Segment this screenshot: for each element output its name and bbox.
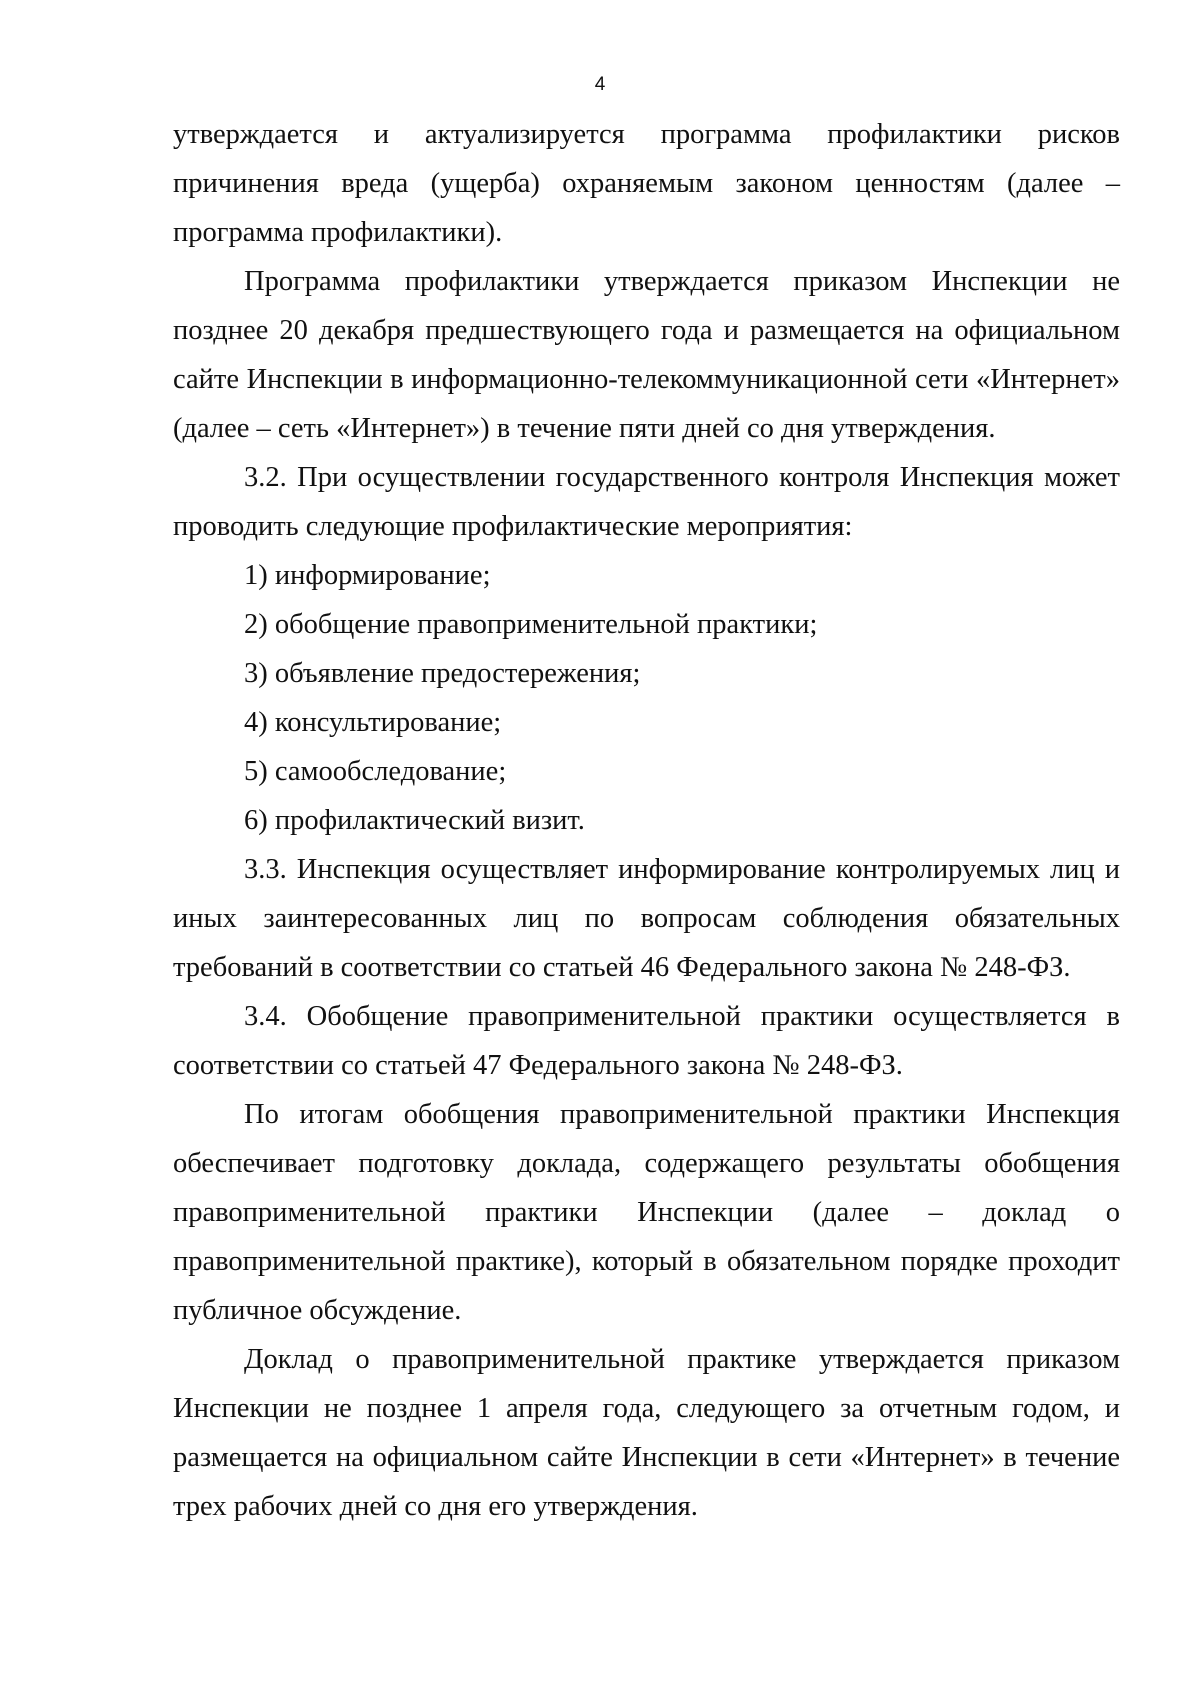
paragraph-3-3: 3.3. Инспекция осуществляет информирование контролируемых лиц и иных заинтересованных лиц по вопросам соблюдения обязательных требований в соответствии со статьей 46 Федерального закона № 248-ФЗ. [173,854,1120,983]
document-body [173,110,1120,1531]
list-item: 5) самообследование; [244,756,507,787]
paragraph-program-approval: Программа профилактики утверждается приказом Инспекции не позднее 20 декабря предшествующего года и размещается на официальном сайте Инспекции в информационно-телекоммуникационной сети «Интернет» (далее – сеть «Интернет») в течение пяти дней со дня утверждения. [173,266,1120,444]
paragraph-3-2: 3.2. При осуществлении государственного контроля Инспекция может проводить следующие профилактические мероприятия: [173,462,1120,542]
page-number: 4 [594,74,606,95]
list-item: 2) обобщение правоприменительной практики; [244,609,818,640]
list-item: 1) информирование; [244,560,491,591]
paragraph-continuation: утверждается и актуализируется программа профилактики рисков причинения вреда (ущерба) охраняемым законом ценностям (далее – программа профилактики). [173,119,1120,248]
list-item: 6) профилактический визит. [244,805,585,836]
paragraph-report-preparation: По итогам обобщения правоприменительной практики Инспекция обеспечивает подготовку доклада, содержащего результаты обобщения правоприменительной практики Инспекции (далее – доклад о правоприменительной практике), который в обязательном порядке проходит публичное обсуждение. [173,1099,1120,1326]
paragraph-report-approval: Доклад о правоприменительной практике утверждается приказом Инспекции не позднее 1 апреля года, следующего за отчетным годом, и размещается на официальном сайте Инспекции в сети «Интернет» в течение трех рабочих дней со дня его утверждения. [173,1344,1120,1522]
list-item: 3) объявление предостережения; [244,658,641,689]
paragraph-3-4: 3.4. Обобщение правоприменительной практики осуществляется в соответствии со статьей 47 Федерального закона № 248-ФЗ. [173,1001,1120,1081]
list-item: 4) консультирование; [244,707,502,738]
